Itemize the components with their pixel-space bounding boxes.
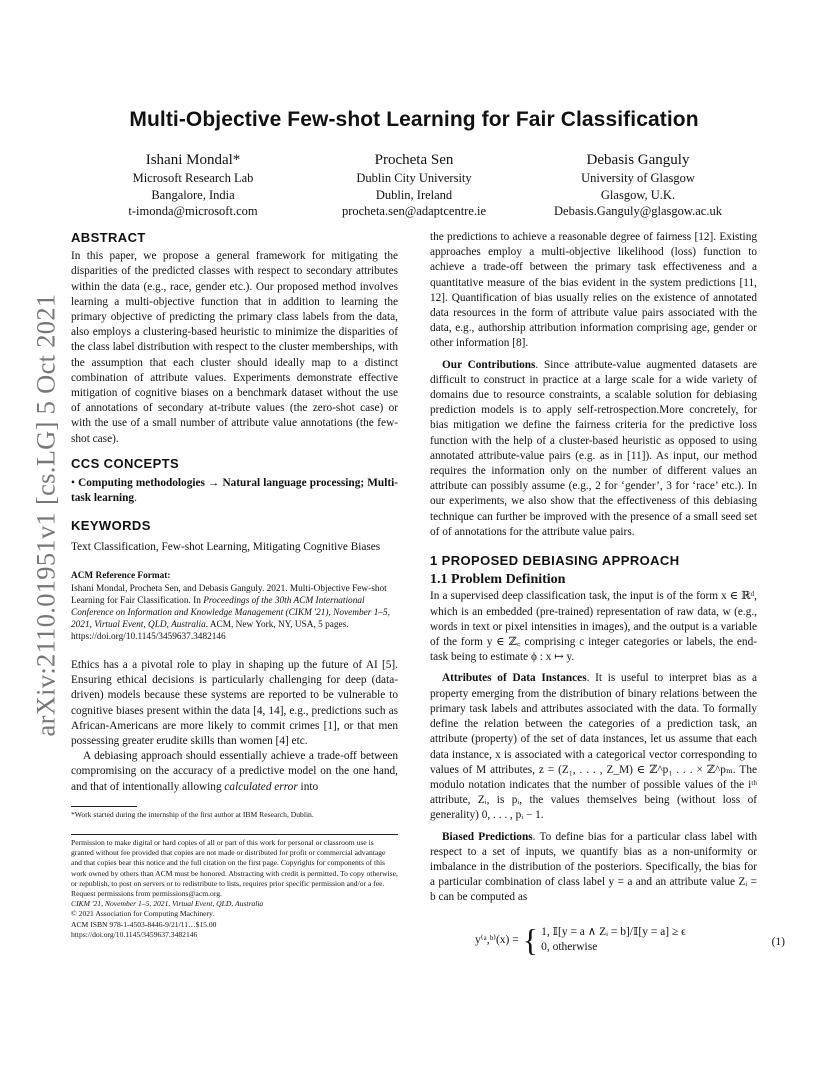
continuation-paragraph: the predictions to achieve a reasonable degree of fairness [12]. Existing approaches employ a multi-objective likelihood (loss) function to achieve a trade-off between the primary task effectiveness and a quantitative measure of the bias evident in the system predictions [11, 12]. Quantification of bias usually relies on the existence of annotated data resources in the form of attribute value pairs associated with the data, e.g., authorship attribution information comprising age, gender or other information [8]. <box>430 231 757 350</box>
reference-venue: Proceedings of the 30th ACM International Conference on Information and Knowledge Management (CIKM '21), November 1–5, 2021, Virtual Event, QLD, Australia <box>71 596 390 630</box>
reference-heading: ACM Reference Format: <box>71 571 171 581</box>
ccs-text: Computing methodologies → Natural language processing; Multi-task learning <box>71 477 399 505</box>
author-affiliation: University of Glasgow <box>581 171 695 185</box>
author-affiliation: Microsoft Research Lab <box>132 171 254 185</box>
footnote: *Work started during the internship of the first author at IBM Research, Dublin. <box>71 810 314 819</box>
permission-text: Permission to make digital or hard copies of all or part of this work for personal or classroom use is granted without fee provided that copies are not made or distributed for profit or commercial advantage and that copies bear this notice and the full citation on the first page. Copyrights for components of this work owned by others than ACM must be honored. Abstracting with credit is permitted. To copy otherwise, or republish, to post on servers or to redistribute to lists, requires prior specific permission and/or a fee. Request permissions from permissions@acm.org. <box>71 838 398 899</box>
abstract-heading: ABSTRACT <box>71 230 146 245</box>
biased-predictions-label: Biased Predictions <box>442 830 533 843</box>
keywords-heading: KEYWORDS <box>71 518 151 533</box>
right-column <box>430 230 757 906</box>
abstract-section <box>71 230 398 447</box>
equation-body <box>475 922 785 958</box>
footnote-rule <box>71 806 137 807</box>
author-email: procheta.sen@adaptcentre.ie <box>341 204 487 219</box>
intro-paragraph-1: Ethics has a a pivotal role to play in shaping up the future of AI [5]. Ensuring ethical decisions is particularly challenging for deep (data-driven) models because these systems are reported to be vulnerable to cognitive biases present within the data [4, 14], e.g., predictions such as African-Americans are more likely to commit crimes [1], or that men possessing greater erudite skills than women [4] etc. <box>71 659 398 748</box>
ccs-end: . <box>134 492 137 505</box>
ccs-heading: CCS CONCEPTS <box>71 456 180 471</box>
permission-rule <box>71 834 398 835</box>
conference-line: CIKM '21, November 1–5, 2021, Virtual Event, QLD, Australia <box>71 899 264 909</box>
attributes-label: Attributes of Data Instances <box>442 672 587 685</box>
arxiv-identifier <box>16 290 79 740</box>
attributes-text: . It is useful to interpret bias as a property emerging from the distribution of binary relations between the primary task labels and attributes associated with the data. To formally define the relation between the categories of a prediction task, an attribute (property) of the set of data instances, let us assume that each data instance, x is associated with a categorical vector corresponding to values of M attributes, z = (Z₁, . . . , Z_M) ∈ ℤ^p₁ . . . × ℤ^pₘ. The modulo notation indicates that the number of possible values of the iᵗʰ attribute, Zᵢ, is pᵢ, the values themselves being (without loss of generality) 0, . . . , pᵢ − 1. <box>430 672 757 822</box>
reference-tail: . ACM, New York, NY, USA, 5 pages. https://doi.org/10.1145/3459637.3482146 <box>71 620 349 642</box>
attributes-paragraph <box>430 671 757 823</box>
equation-1 <box>475 922 785 958</box>
contributions-text: . Since attribute-value augmented datasets are difficult to construct in practice at a large scale for a wide variety of domains due to resource constraints, a scalable solution for debiasing prediction models is to apply self-retrospection.More concretely, for bias mitigation we define the fairness criteria for the predictive loss function with the help of a cluster-based heuristic as opposed to using annotated attribute-value pairs (e.g. as in [11]). As input, our method requires the information only on the number of different values an attribute can possibly assume (e.g., 2 for ‘gender’, 3 for ‘race’ etc.). In our experiments, we also show that the effectiveness of this debiasing technique can further be improved with the presence of a small seed set of of annotations for the attribute value pairs. <box>430 358 757 538</box>
ccs-bullet: • <box>71 477 79 490</box>
author-affiliation: Dublin City University <box>356 171 472 185</box>
doi-line: https://doi.org/10.1145/3459637.3482146 <box>71 929 198 939</box>
acm-reference <box>71 570 398 643</box>
section-1-1-heading: 1.1 Problem Definition <box>430 572 566 588</box>
paper-title: Multi-Objective Few-shot Learning for Fair Classification <box>129 108 699 131</box>
ccs-concepts <box>71 476 398 506</box>
author-name: Ishani Mondal* <box>145 152 241 168</box>
reference-authors: Ishani Mondal, Procheta Sen, and Debasis Ganguly. 2021. Multi-Objective Few-shot Learning for Fair Classification. In <box>71 584 387 606</box>
copyright-line: © 2021 Association for Computing Machinery. <box>71 909 215 919</box>
author-location: Dublin, Ireland <box>375 187 453 202</box>
author-2 <box>284 151 544 220</box>
equation-number: (1) <box>771 936 785 948</box>
permission-block <box>71 838 398 940</box>
keywords-text: Text Classification, Few-shot Learning, Mitigating Cognitive Biases <box>71 541 381 554</box>
contributions-paragraph <box>430 358 757 540</box>
intro-p2-emphasis: calculated error <box>224 780 298 793</box>
intro-p2-end: into <box>297 780 319 793</box>
author-name: Debasis Ganguly <box>586 152 690 168</box>
equation-case-2: 0, otherwise <box>541 941 598 953</box>
introduction <box>71 658 398 795</box>
isbn-line: ACM ISBN 978-1-4503-8446-9/21/11…$15.00 <box>71 919 217 929</box>
reference-text <box>71 583 398 643</box>
arxiv-identifier-text: arXiv:2110.01951v1 [cs.LG] 5 Oct 2021 <box>30 293 61 737</box>
keywords-section <box>71 518 398 555</box>
author-3 <box>508 151 768 220</box>
author-location: Glasgow, U.K. <box>600 187 676 202</box>
problem-definition-paragraph: In a supervised deep classification task, the input is of the form x ∈ ℝᵈ, which is an embedded (pre-trained) representation of raw data, w (e.g., words in text or pixel intensities in images), and the output is a variable of the form y ∈ ℤ꜀ comprising c integer categories or labels, the end-task being to estimate ϕ : x ↦ y. <box>430 590 757 664</box>
intro-paragraph-2 <box>71 749 398 795</box>
equation-lhs: y⁽ᵃ,ᵇ⁾(x) = <box>475 933 519 946</box>
equation-cases <box>541 925 686 955</box>
abstract-text: In this paper, we propose a general framework for mitigating the disparities of the predicted classes with respect to secondary attributes within the data (e.g., race, gender etc.). Our proposed method involves learning a multi-objective function that in addition to learning the primary objective of predicting the primary class labels from the data, also employs a clustering-based heuristic to minimize the disparities of the class label distribution with respect to the cluster memberships, with the assumption that each cluster should ideally map to a distinct combination of attribute values. Experiments demonstrate effective mitigation of cognitive biases on a benchmark dataset without the use of annotations of secondary at-tribute values (the zero-shot case) or with the use of a small number of attribute value annotations (the few-shot case). <box>71 250 398 445</box>
biased-predictions-text: . To define bias for a particular class label with respect to a set of inputs, we quantify bias as a non-uniformity or imbalance in the distribution of the posteriors. Specifically, the bias for a particular combination of class label y = a and an attribute value Zᵢ = b can be computed as <box>430 830 757 904</box>
biased-predictions-paragraph <box>430 830 757 906</box>
author-email: t-imonda@microsoft.com <box>128 204 258 219</box>
author-location: Bangalore, India <box>151 187 235 202</box>
equation-brace: { <box>522 922 539 958</box>
equation-case-1: 1, 𝕀[y = a ∧ Zᵢ = b]/𝕀[y = a] ≥ ϵ <box>541 926 686 938</box>
author-name: Procheta Sen <box>374 152 454 168</box>
ccs-section <box>71 456 398 507</box>
intro-p2-start: A debiasing approach should essentially achieve a trade-off between compromising on the accuracy of a predictive model on the one hand, and that of intentionally allowing <box>71 750 398 793</box>
section-1-heading: 1 PROPOSED DEBIASING APPROACH <box>430 553 680 569</box>
author-email: Debasis.Ganguly@glasgow.ac.uk <box>554 204 722 219</box>
contributions-label: Our Contributions <box>442 358 536 371</box>
